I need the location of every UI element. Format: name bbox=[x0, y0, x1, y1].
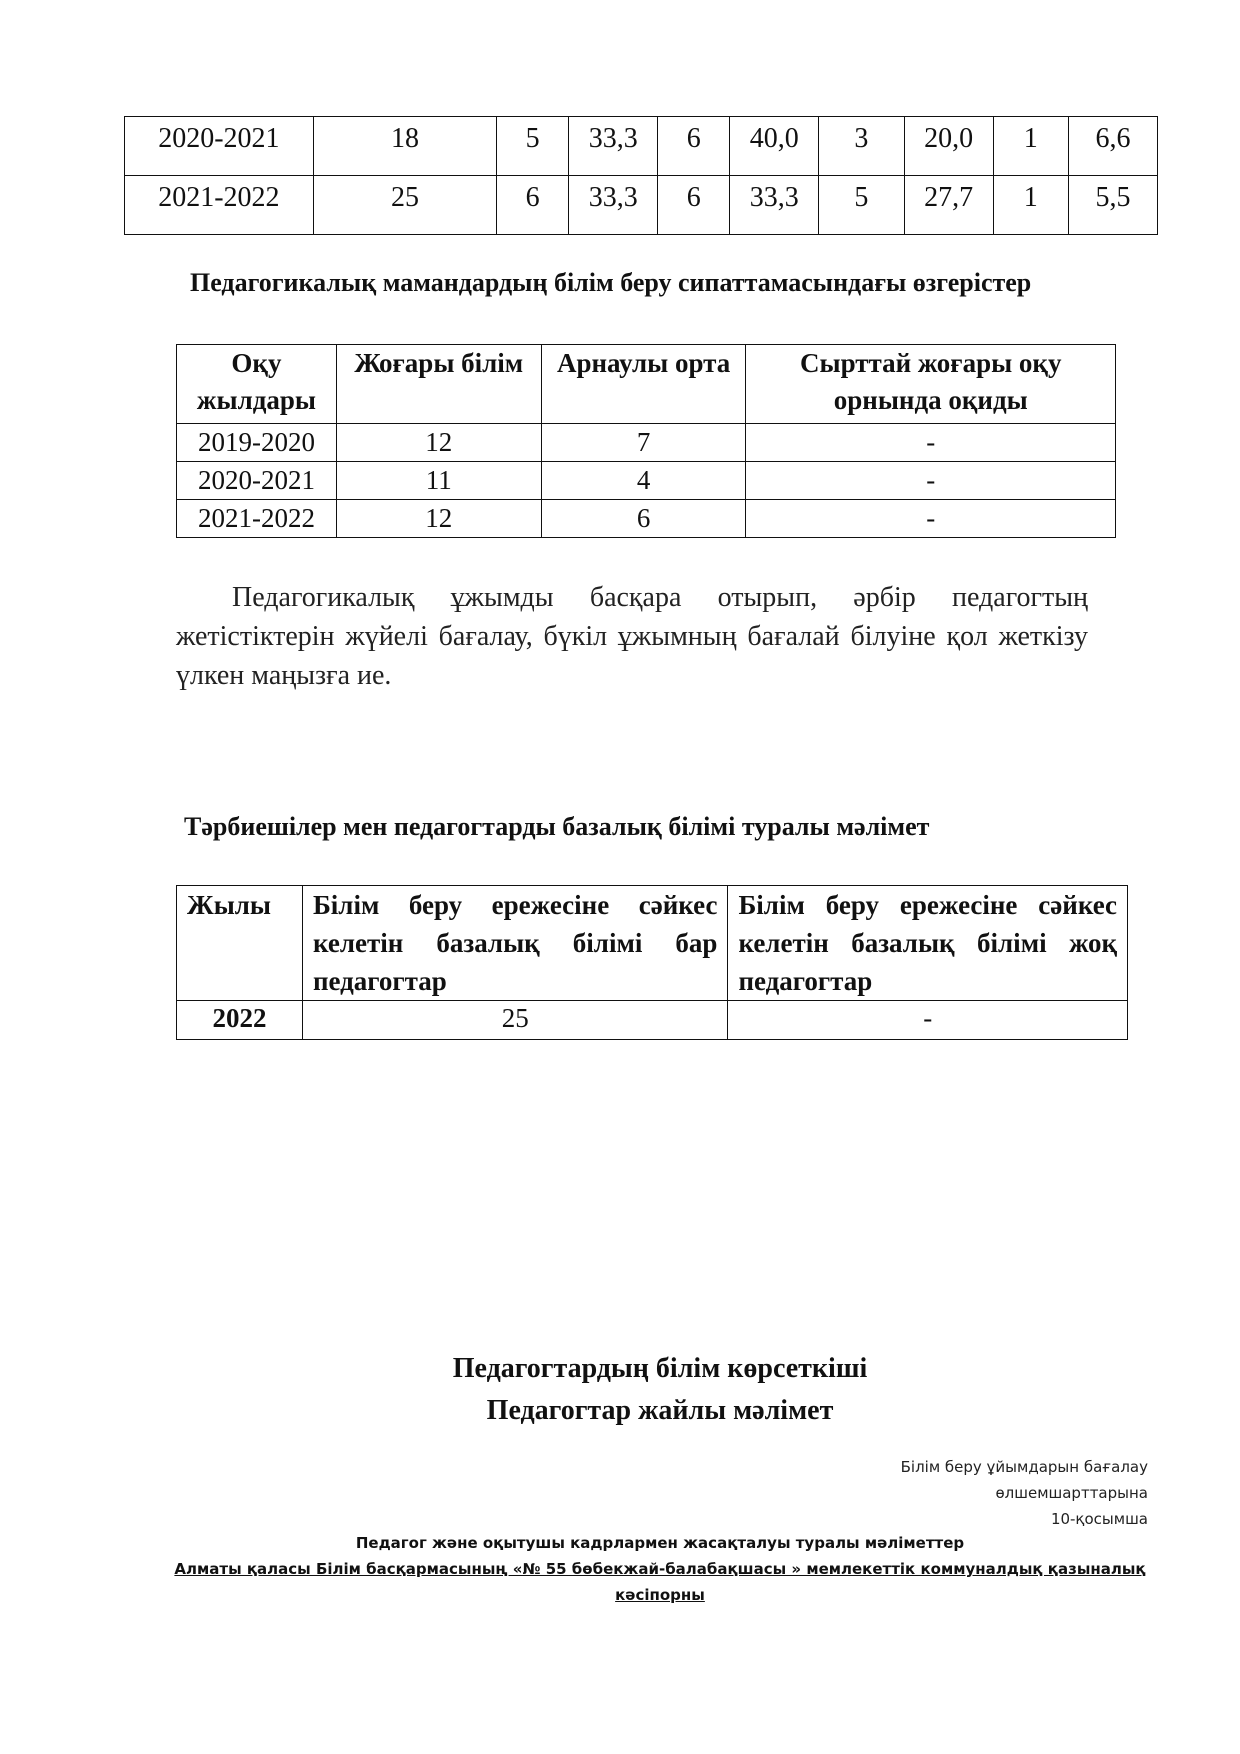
table-cell: 12 bbox=[336, 500, 541, 538]
table-cell: 1 bbox=[993, 117, 1069, 176]
appendix-line-2: өлшемшарттарына bbox=[995, 1484, 1148, 1502]
table-cell: 11 bbox=[336, 462, 541, 500]
staff-stats-table bbox=[124, 116, 1158, 235]
header-academic-years: Оқу жылдары bbox=[177, 345, 337, 424]
table-cell: 5 bbox=[819, 176, 905, 235]
table-cell: 33,3 bbox=[569, 117, 658, 176]
header-with-base-education: Білім беру ережесіне сәйкес келетін базалық білімі бар педагогтар bbox=[302, 886, 727, 1001]
table-cell: 25 bbox=[302, 1001, 727, 1040]
header-higher-education: Жоғары білім bbox=[336, 345, 541, 424]
table-cell: 6,6 bbox=[1069, 117, 1158, 176]
table-header-row bbox=[177, 345, 1116, 424]
table-row bbox=[177, 500, 1116, 538]
table-cell: 2022 bbox=[177, 1001, 303, 1040]
table-cell: 2021-2022 bbox=[177, 500, 337, 538]
section-heading-education-changes: Педагогикалық мамандардың білім беру сипаттамасындағы өзгерістер bbox=[190, 268, 1032, 297]
table-cell: - bbox=[746, 424, 1116, 462]
title-line-2: Педагогтар жайлы мәлімет bbox=[486, 1395, 834, 1426]
table-cell: 18 bbox=[313, 117, 496, 176]
footer-block bbox=[0, 1530, 1240, 1608]
education-changes-body bbox=[177, 424, 1116, 538]
base-education-body bbox=[177, 1001, 1128, 1040]
base-education-table bbox=[176, 885, 1128, 1040]
header-special-secondary: Арнаулы орта bbox=[541, 345, 746, 424]
header-year: Жылы bbox=[177, 886, 303, 1001]
table-row bbox=[177, 462, 1116, 500]
table-cell: 6 bbox=[541, 500, 746, 538]
table-row bbox=[177, 1001, 1128, 1040]
table-header-row bbox=[177, 886, 1128, 1001]
table-cell: 2020-2021 bbox=[177, 462, 337, 500]
table-cell: 5,5 bbox=[1069, 176, 1158, 235]
education-changes-table bbox=[176, 344, 1116, 538]
appendix-note bbox=[901, 1454, 1148, 1532]
header-external-study: Сырттай жоғары оқу орнында оқиды bbox=[746, 345, 1116, 424]
table-cell: 40,0 bbox=[730, 117, 819, 176]
staff-stats-body bbox=[125, 117, 1158, 235]
table-cell: - bbox=[728, 1001, 1128, 1040]
table-cell: 6 bbox=[497, 176, 569, 235]
table-cell: 25 bbox=[313, 176, 496, 235]
table-cell: 20,0 bbox=[904, 117, 993, 176]
table-cell: 6 bbox=[658, 117, 730, 176]
table-cell: 3 bbox=[819, 117, 905, 176]
table-cell: 2020-2021 bbox=[125, 117, 314, 176]
table-cell: 6 bbox=[658, 176, 730, 235]
table-cell: - bbox=[746, 462, 1116, 500]
table-cell: 12 bbox=[336, 424, 541, 462]
header-without-base-education: Білім беру ережесіне сәйкес келетін базалық білімі жоқ педагогтар bbox=[728, 886, 1128, 1001]
table-cell: 33,3 bbox=[730, 176, 819, 235]
section-heading-base-education: Тәрбиешілер мен педагогтарды базалық білімі туралы мәлімет bbox=[184, 812, 930, 841]
table-row bbox=[125, 117, 1158, 176]
table-cell: 2021-2022 bbox=[125, 176, 314, 235]
table-cell: 33,3 bbox=[569, 176, 658, 235]
table-cell: 27,7 bbox=[904, 176, 993, 235]
title-block bbox=[0, 1348, 1240, 1432]
table-cell: 1 bbox=[993, 176, 1069, 235]
table-row bbox=[125, 176, 1158, 235]
appendix-line-3: 10-қосымша bbox=[1050, 1510, 1148, 1528]
organization-name-line-1: Алматы қаласы Білім басқармасының «№ 55 бөбекжай-балабақшасы » мемлекеттік коммуналдық қазыналық bbox=[174, 1560, 1146, 1578]
title-line-1: Педагогтардың білім көрсеткіші bbox=[452, 1353, 868, 1384]
body-paragraph: Педагогикалық ұжымды басқара отырып, әрбір педагогтың жетістіктерін жүйелі бағалау, бүкіл ұжымның бағалай білуіне қол жеткізу үлкен маңызға ие. bbox=[176, 582, 1088, 691]
table-cell: - bbox=[746, 500, 1116, 538]
footer-heading: Педагог және оқытушы кадрлармен жасақталуы туралы мәліметтер bbox=[355, 1534, 965, 1552]
appendix-line-1: Білім беру ұйымдарын бағалау bbox=[900, 1458, 1148, 1476]
organization-name-line-2: кәсіпорны bbox=[615, 1586, 705, 1604]
table-row bbox=[177, 424, 1116, 462]
table-cell: 7 bbox=[541, 424, 746, 462]
table-cell: 4 bbox=[541, 462, 746, 500]
table-cell: 2019-2020 bbox=[177, 424, 337, 462]
table-cell: 5 bbox=[497, 117, 569, 176]
